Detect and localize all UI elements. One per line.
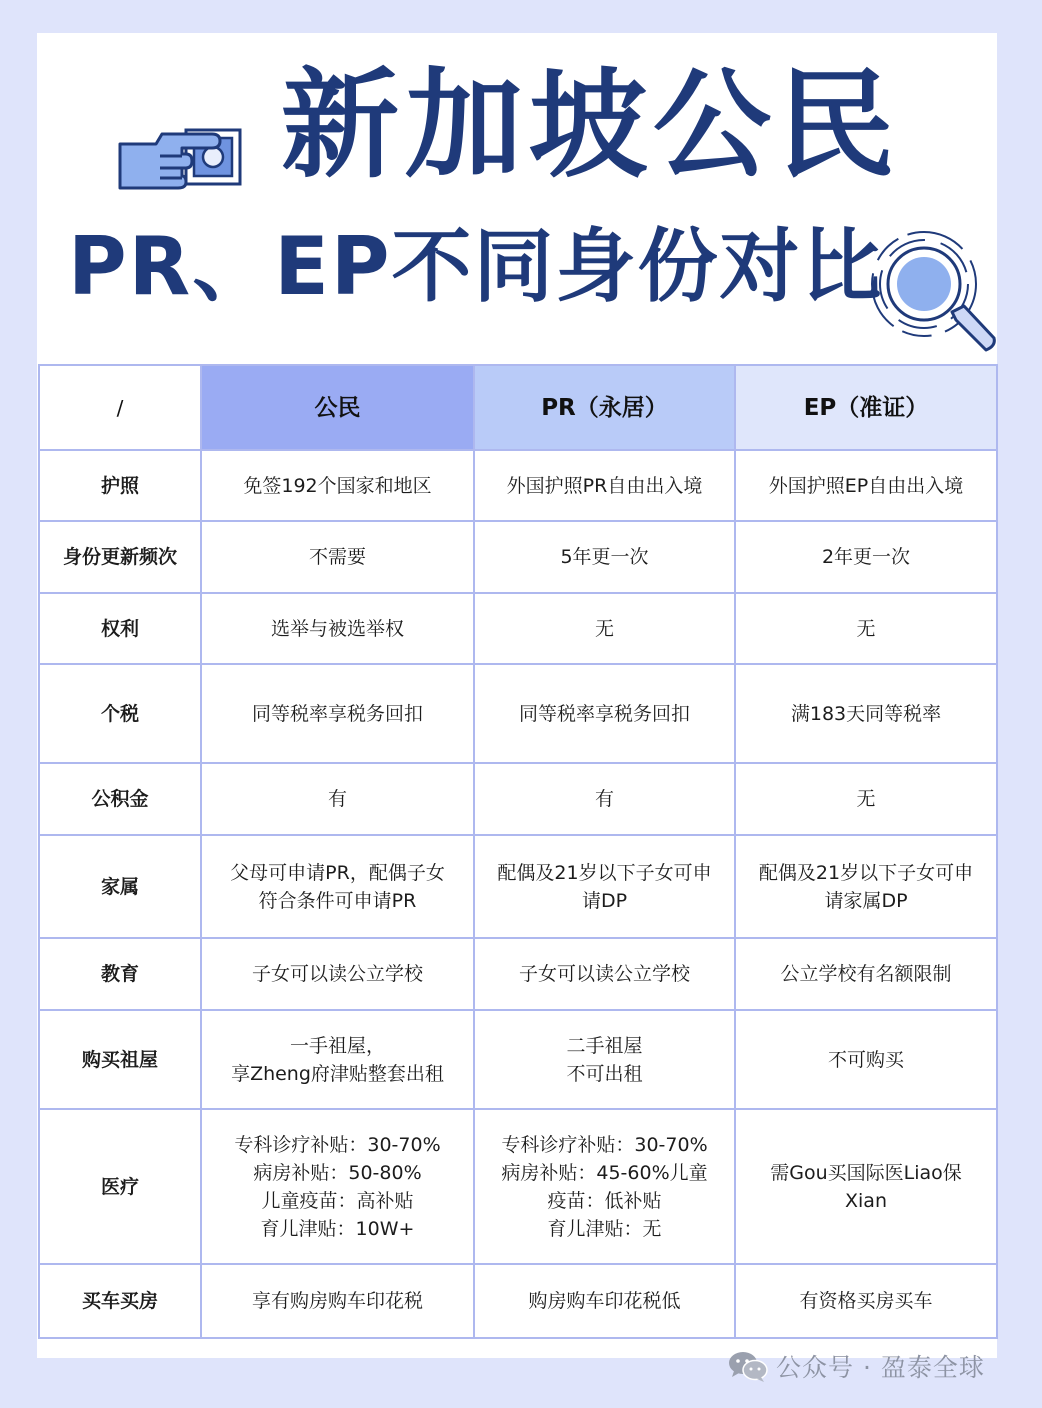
table-row-rights [39,593,997,664]
row-label: 教育 [39,938,201,1010]
cell-ep: 需Gou买国际医Liao保 Xian [735,1109,997,1264]
row-label: 身份更新频次 [39,521,201,593]
cell-pr: 同等税率享税务回扣 [474,664,735,763]
cell-ep: 有资格买房买车 [735,1264,997,1338]
cell-pr: 专科诊疗补贴：30-70% 病房补贴：45-60%儿童 疫苗：低补贴 育儿津贴：无 [474,1109,735,1264]
cell-ep: 不可购买 [735,1010,997,1109]
cell-ep: 无 [735,593,997,664]
row-label: 护照 [39,450,201,521]
table-row-education [39,938,997,1010]
cell-citizen: 一手祖屋， 享Zheng府津贴整套出租 [201,1010,474,1109]
cell-pr: 购房购车印花税低 [474,1264,735,1338]
row-label: 家属 [39,835,201,938]
table-header-row [39,365,997,450]
cell-pr: 二手祖屋 不可出租 [474,1010,735,1109]
comparison-table [38,364,998,1339]
cell-ep: 无 [735,763,997,835]
table-row-passport [39,450,997,521]
table-row-dependents [39,835,997,938]
cell-pr: 5年更一次 [474,521,735,593]
table-row-car-house [39,1264,997,1338]
table-row-hdb [39,1010,997,1109]
cell-ep: 2年更一次 [735,521,997,593]
row-label: 购买祖屋 [39,1010,201,1109]
row-label: 个税 [39,664,201,763]
table-row-income-tax [39,664,997,763]
table-row-medical [39,1109,997,1264]
header-pr: PR（永居） [474,365,735,450]
cell-citizen: 免签192个国家和地区 [201,450,474,521]
page-subtitle: PR、EP不同身份对比 [68,220,884,313]
cell-pr: 配偶及21岁以下子女可申 请DP [474,835,735,938]
cell-pr: 子女可以读公立学校 [474,938,735,1010]
header-citizen: 公民 [201,365,474,450]
cell-pr: 有 [474,763,735,835]
cell-citizen: 选举与被选举权 [201,593,474,664]
cell-citizen: 不需要 [201,521,474,593]
magnifier-icon [868,228,1000,358]
row-label: 医疗 [39,1109,201,1264]
cell-citizen: 专科诊疗补贴：30-70% 病房补贴：50-80% 儿童疫苗：高补贴 育儿津贴：10W+ [201,1109,474,1264]
cell-pr: 外国护照PR自由出入境 [474,450,735,521]
row-label: 权利 [39,593,201,664]
header-corner: / [39,365,201,450]
watermark-text: 公众号 · 盈泰全球 [776,1353,985,1382]
cell-ep: 满183天同等税率 [735,664,997,763]
cell-citizen: 有 [201,763,474,835]
cell-pr: 无 [474,593,735,664]
row-label: 买车买房 [39,1264,201,1338]
cell-citizen: 子女可以读公立学校 [201,938,474,1010]
watermark [728,1344,985,1388]
cell-citizen: 享有购房购车印花税 [201,1264,474,1338]
row-label: 公积金 [39,763,201,835]
table-row-renewal [39,521,997,593]
cell-ep: 配偶及21岁以下子女可申 请家属DP [735,835,997,938]
table-row-cpf [39,763,997,835]
page-title: 新加坡公民 [280,56,901,194]
cell-ep: 外国护照EP自由出入境 [735,450,997,521]
cell-ep: 公立学校有名额限制 [735,938,997,1010]
header-ep: EP（准证） [735,365,997,450]
wechat-icon [728,1349,768,1383]
cell-citizen: 同等税率享税务回扣 [201,664,474,763]
cell-citizen: 父母可申请PR，配偶子女 符合条件可申请PR [201,835,474,938]
